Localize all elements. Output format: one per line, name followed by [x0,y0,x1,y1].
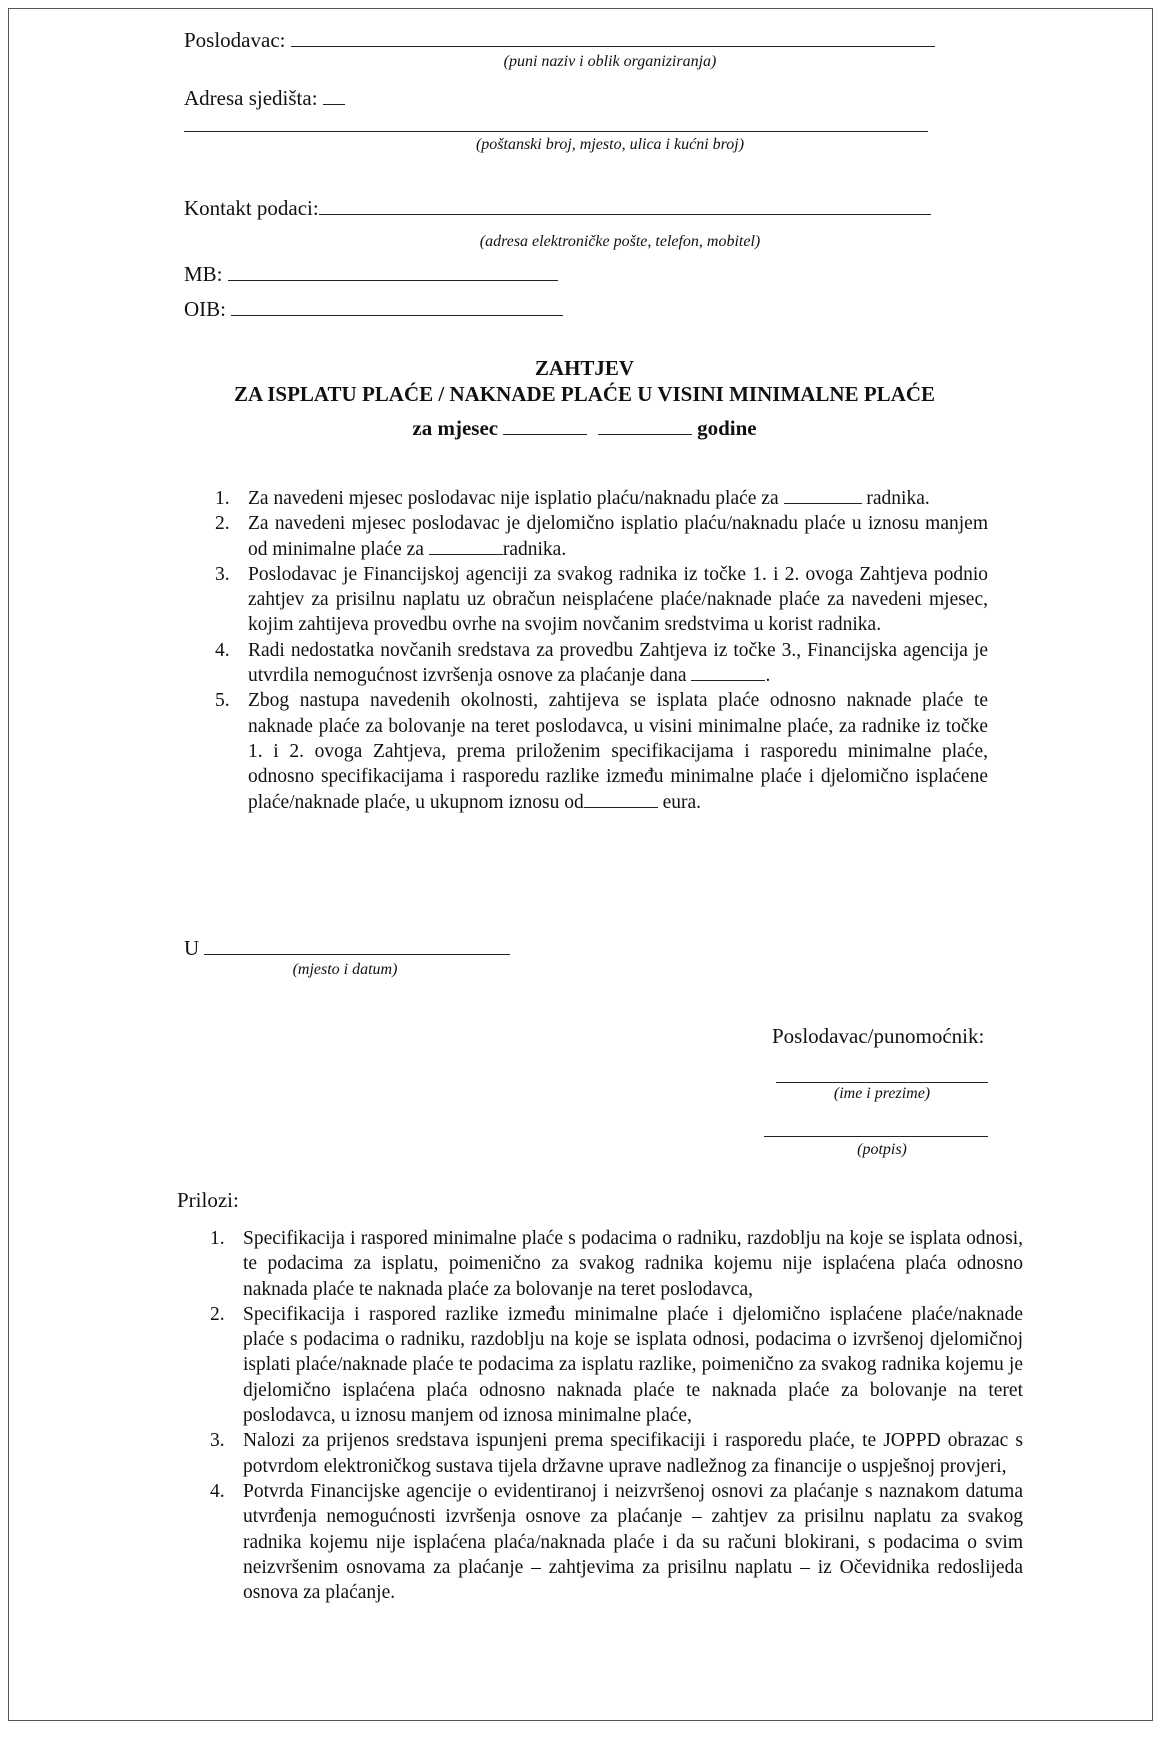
employer-hint: (puni naziv i oblik organiziranja) [503,53,717,70]
request-item: 5. Zbog nastupa navedenih okolnosti, zahtijeva se isplata plaće odnosno naknade plaće te naknade plaće za bolovanje na teret poslodavca, u visini minimalne plaće, za radnike iz točke 1. i 2. ovoga Zahtjeva, prema priloženim specifikacijama i rasporedu minimalne plaće, odnosno specifikacijama i rasporedu razlike između minimalne plaće i djelomično isplaćene plaće/naknade plaće, u ukupnom iznosu od eura. [215,690,988,813]
attachment-item: 2. Specifikacija i raspored razlike između minimalne plaće i djelomično isplaćene plaće/naknade plaće s podacima o radniku, razdoblju na koje se isplata odnosi, podacima o izvršenoj djelomičnoj isplati plaće/naknade plaće te podacima za isplatu razlike, poimenično za svakog radnika kojemu je djelomično isplaćena plaća odnosno naknada plaće te naknada plaće za bolovanje na teret poslodavca, u iznosu manjem od iznosa minimalne plaće, [210,1303,1023,1427]
employer-field[interactable] [291,28,935,47]
year-suffix: godine [697,416,757,440]
name-field[interactable] [776,1066,988,1083]
request-item: 1. Za navedeni mjesec poslodavac nije isplatio plaću/naknadu plaće za radnika. [215,488,930,509]
name-hint: (ime i prezime) [833,1085,931,1102]
date-field[interactable] [691,664,765,681]
month-field[interactable] [503,416,587,435]
place-date-hint: (mjesto i datum) [292,961,398,978]
request-item: 2. Za navedeni mjesec poslodavac je djelomično isplatio plaću/naknadu plaće u iznosu manjem od minimalne plaće za radnika. [215,513,988,560]
mb-field[interactable] [228,262,558,281]
address-label: Adresa sjedišta: [184,86,318,110]
employer-row [184,28,935,52]
address-row [184,86,345,110]
place-date-field[interactable] [204,936,510,955]
attachment-item: 1. Specifikacija i raspored minimalne plaće s podacima o radniku, razdoblju na koje se isplata odnosi, te podacima za isplatu, poimenično za svakog radnika kojemu nije isplaćena plaća odnosno naknada plaće te naknada plaće za bolovanje na teret poslodavca, [210,1228,1023,1300]
attachments-list [210,1226,1023,1605]
oib-row [184,297,563,321]
attachment-item: 4. Potvrda Financijske agencije o evidentiranoj i neizvršenoj osnovi za plaćanje s naznakom datuma utvrđenja nemogućnosti izvršenja osnove za plaćanje – zahtjev za prisilnu naplatu za svakog radnika kojemu nije isplaćena plaća/naknada plaće i da su računi blokirani, s podacima o svim neizvršenim osnovama za plaćanje – zahtjevima za prisilnu naplatu – iz Očevidnika redoslijeda osnova za plaćanje. [210,1480,1023,1604]
mb-label: MB: [184,262,223,286]
contact-row [184,196,931,220]
address-hint: (poštanski broj, mjesto, ulica i kućni broj) [475,136,745,153]
worker-count-field[interactable] [784,487,862,504]
request-item: 4. Radi nedostatka novčanih sredstava za provedbu Zahtjeva iz točke 3., Financijska agencija je utvrdila nemogućnost izvršenja osnove za plaćanje dana . [215,639,988,687]
title-line-2: ZA ISPLATU PLAĆE / NAKNADE PLAĆE U VISINI MINIMALNE PLAĆE [233,382,936,406]
oib-label: OIB: [184,297,226,321]
address-field-start[interactable] [323,86,345,105]
title-line-1: ZAHTJEV [534,356,635,380]
request-items [215,486,988,815]
address-field[interactable] [184,113,928,132]
place-prefix: U [184,936,200,960]
oib-field[interactable] [231,297,563,316]
contact-field[interactable] [319,196,931,215]
attachments-label: Prilozi: [177,1188,239,1212]
total-amount-field[interactable] [584,791,658,808]
contact-label: Kontakt podaci: [184,196,319,220]
attachment-item: 3. Nalozi za prijenos sredstava ispunjeni prema specifikaciji i rasporedu plaće, te JOPPD obrazac s potvrdom elektroničkog sustava tijela državne uprave nadležnog za financije o uspješnoj provjeri, [210,1430,1023,1477]
partial-worker-count-field[interactable] [429,538,503,555]
contact-hint: (adresa elektroničke pošte, telefon, mobitel) [479,233,761,250]
month-prefix: za mjesec [412,416,499,440]
employer-label: Poslodavac: [184,28,286,52]
signature-hint: (potpis) [857,1141,907,1158]
signature-label: Poslodavac/punomoćnik: [772,1024,985,1048]
title-line-3 [0,414,1169,442]
place-date-row [184,936,510,960]
signature-field[interactable] [764,1120,988,1137]
request-item: 3. Poslodavac je Financijskoj agenciji za svakog radnika iz točke 1. i 2. ovoga Zahtjeva podnio zahtjev za prisilnu naplatu uz obračun neisplaćene plaće/naknade plaće za navedeni mjesec, kojim zahtijeva provedbu ovrhe na svojim novčanim sredstvima u korist radnika. [215,563,988,636]
mb-row [184,262,558,286]
year-field[interactable] [598,416,692,435]
